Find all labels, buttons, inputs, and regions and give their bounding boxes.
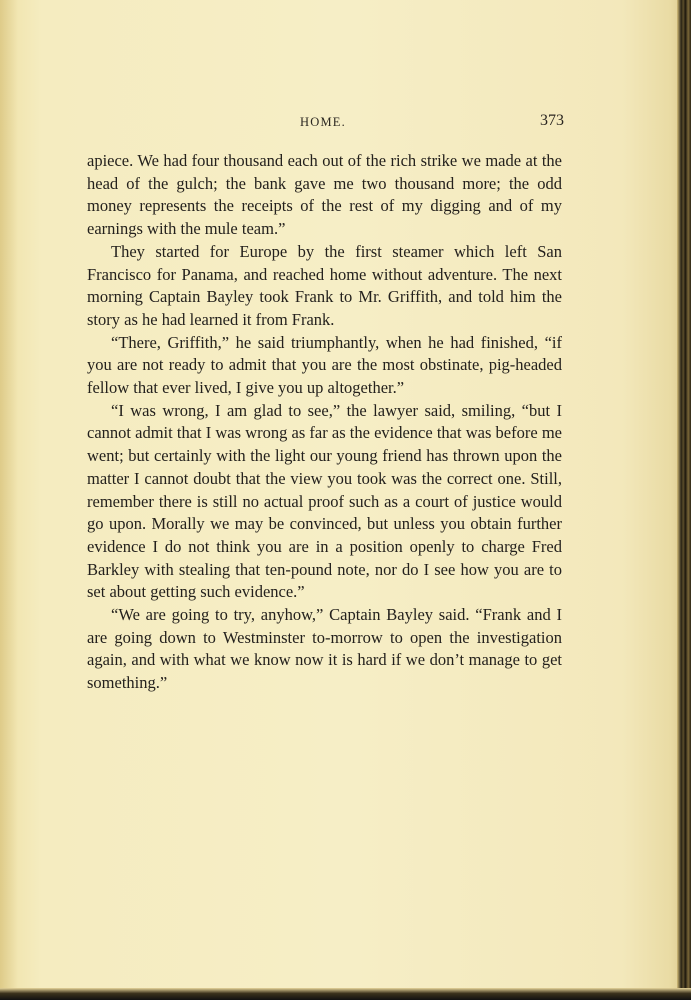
page-header xyxy=(86,113,564,133)
book-binding-edge xyxy=(677,0,691,1000)
paragraph: “There, Griffith,” he said triumphantly, when he had finished, “if you are not ready to admit that you are the most obstinate, pig-headed fellow that ever lived, I give you up altogether.” xyxy=(87,332,562,398)
page-number: 373 xyxy=(540,112,564,129)
body-text xyxy=(87,150,562,695)
paragraph-continued: apiece. We had four thousand each out of the rich strike we made at the head of the gulch; the bank gave me two thousand more; the odd money represents the receipts of the rest of my digging and of my earnings with the mule team.” xyxy=(87,151,562,239)
page-bottom-edge xyxy=(0,988,691,1000)
paragraph: They started for Europe by the first steamer which left San Francisco for Panama, and reached home without adventure. The next morning Captain Bayley took Frank to Mr. Griffith, and told him the story as he had learned it from Frank. xyxy=(87,241,562,329)
page-gutter-shadow xyxy=(0,0,18,1000)
running-title: HOME. xyxy=(300,115,346,129)
paragraph: “I was wrong, I am glad to see,” the lawyer said, smiling, “but I cannot admit that I was wrong as far as the evidence that was before me went; but certainly with the light our young friend has thrown upon the matter I cannot doubt that the view you took was the correct one. Still, remember there is still no actual proof such as a court of justice would go upon. Morally we may be convinced, but unless you obtain further evidence I do not think you are in a position openly to charge Fred Barkley with stealing that ten-pound note, nor do I see how you are to set about getting such evidence.” xyxy=(87,400,562,602)
paragraph: “We are going to try, anyhow,” Captain Bayley said. “Frank and I are going down to Westminster to-morrow to open the investigation again, and with what we know now it is hard if we don’t manage to get something.” xyxy=(87,605,562,693)
